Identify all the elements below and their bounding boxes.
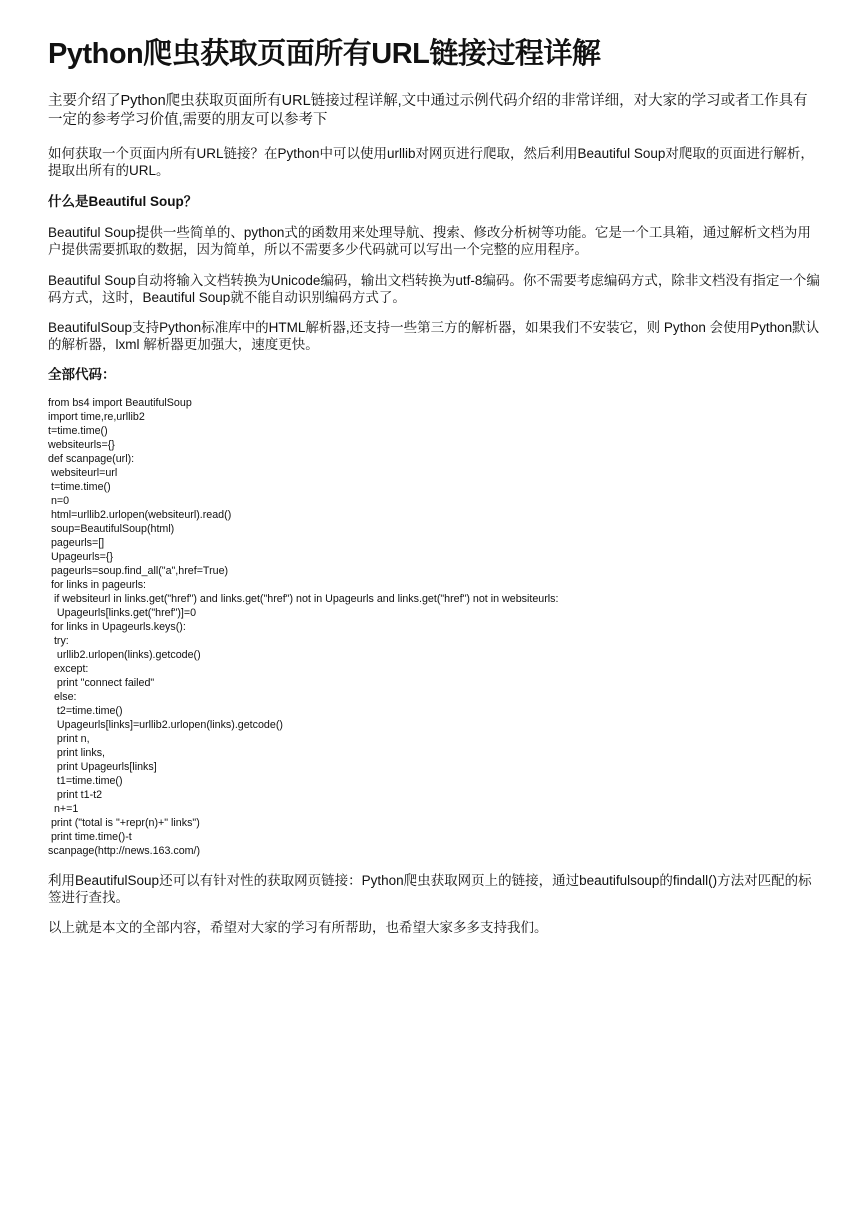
code-block: from bs4 import BeautifulSoup import time,re,urllib2 t=time.time() websiteurls={} def scanpage(url): websiteurl=url t=time.time() n=0 html=urllib2.urlopen(websiteurl).read() soup=BeautifulSoup(html) pageurls=[] Upageurls={} pageurls=soup.find_all("a",href=True) for links in pageurls: if websiteurl in links.get("href") and links.get("href") not in Upageurls and links.get("href") not in websiteurls: Upageurls[links.get("href")]=0 for links in Upageurls.keys(): try: urllib2.urlopen(links).getcode() except: print "connect failed" else: t2=time.time() Upageurls[links]=urllib2.urlopen(links).getcode() print n, print links, print Upageurls[links] t1=time.time() print t1-t2 n+=1 print ("total is "+repr(n)+" links") print time.time()-t scanpage(http://news.163.com/)	[48, 397, 559, 857]
bs-parser-paragraph: BeautifulSoup支持Python标准库中的HTML解析器,还支持一些第三方的解析器，如果我们不安装它，则 Python 会使用Python默认的解析器，lxml 解析器更加强大，速度更快。	[48, 320, 820, 352]
after-code-paragraph: 利用BeautifulSoup还可以有针对性的获取网页链接：Python爬虫获取网页上的链接，通过beautifulsoup的findall()方法对匹配的标签进行查找。	[48, 873, 812, 905]
article-summary: 主要介绍了Python爬虫获取页面所有URL链接过程详解,文中通过示例代码介绍的非常详细，对大家的学习或者工作具有一定的参考学习价值,需要的朋友可以参考下	[48, 93, 808, 128]
bs-encoding-paragraph: Beautiful Soup自动将输入文档转换为Unicode编码，输出文档转换为utf-8编码。你不需要考虑编码方式，除非文档没有指定一个编码方式，这时，Beautiful Soup就不能自动识别编码方式了。	[48, 273, 820, 305]
heading-full-code: 全部代码：	[48, 367, 116, 382]
heading-what-is-beautiful-soup: 什么是Beautiful Soup？	[48, 194, 198, 209]
closing-paragraph: 以上就是本文的全部内容，希望对大家的学习有所帮助，也希望大家多多支持我们。	[48, 920, 548, 935]
bs-description-paragraph: Beautiful Soup提供一些简单的、python式的函数用来处理导航、搜索、修改分析树等功能。它是一个工具箱，通过解析文档为用户提供需要抓取的数据，因为简单，所以不需要多少代码就可以写出一个完整的应用程序。	[48, 225, 811, 257]
intro-paragraph: 如何获取一个页面内所有URL链接？在Python中可以使用urllib对网页进行爬取，然后利用Beautiful Soup对爬取的页面进行解析，提取出所有的URL。	[48, 146, 814, 178]
page-title: Python爬虫获取页面所有URL链接过程详解	[48, 38, 601, 70]
